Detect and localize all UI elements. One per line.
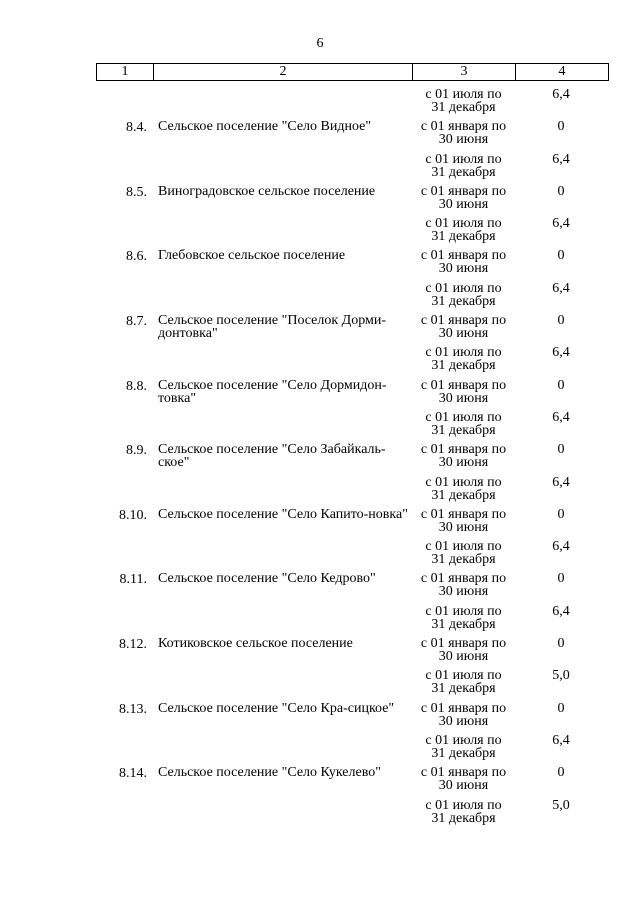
row-number: 8.14.	[119, 766, 147, 782]
table-row	[96, 637, 609, 669]
table-row	[96, 411, 609, 443]
value-cell: 6,4	[552, 603, 570, 619]
value-cell: 0	[557, 571, 565, 587]
period-cell	[412, 702, 515, 728]
table-row	[96, 702, 609, 734]
period-line-2: 30 июня	[438, 519, 489, 535]
period-line-1: с 01 января по	[420, 442, 507, 458]
period-line-1: с 01 июля по	[425, 216, 502, 232]
settlement-name: Глебовское сельское поселение	[158, 248, 346, 264]
period-line-2: 31 декабря	[431, 745, 496, 761]
table-row	[96, 799, 609, 831]
period-cell	[412, 282, 515, 308]
settlement-name: Сельское поселение "Село Капито-новка"	[158, 506, 408, 522]
value-cell: 6,4	[552, 474, 570, 490]
period-line-1: с 01 января по	[420, 248, 507, 264]
period-line-2: 30 июня	[438, 455, 489, 471]
period-line-1: с 01 января по	[420, 700, 507, 716]
period-cell	[412, 88, 515, 114]
period-cell	[412, 799, 515, 825]
value-cell: 0	[557, 636, 565, 652]
period-cell	[412, 411, 515, 437]
period-line-1: с 01 января по	[420, 636, 507, 652]
value-cell: 0	[557, 377, 565, 393]
period-line-1: с 01 июля по	[425, 603, 502, 619]
value-cell: 0	[557, 506, 565, 522]
table-row	[96, 476, 609, 508]
value-cell: 0	[557, 700, 565, 716]
period-cell	[412, 185, 515, 211]
settlement-name: Сельское поселение "Село Видное"	[158, 119, 372, 135]
period-line-1: с 01 января по	[420, 506, 507, 522]
period-line-2: 30 июня	[438, 584, 489, 600]
table-header	[96, 63, 609, 81]
period-line-2: 30 июня	[438, 132, 489, 148]
settlement-name: Сельское поселение "Село Забайкаль-ское"	[158, 442, 386, 471]
period-line-1: с 01 января по	[420, 119, 507, 135]
table-row	[96, 734, 609, 766]
table-row	[96, 282, 609, 314]
period-cell	[412, 734, 515, 760]
period-line-1: с 01 января по	[420, 571, 507, 587]
table-row	[96, 572, 609, 604]
settlement-name: Сельское поселение "Село Кра-сицкое"	[158, 700, 395, 716]
row-number: 8.7.	[126, 314, 147, 330]
settlement-name: Сельское поселение "Село Дормидон-товка"	[158, 377, 387, 406]
period-cell	[412, 572, 515, 598]
period-cell	[412, 153, 515, 179]
period-line-2: 31 декабря	[431, 293, 496, 309]
period-line-1: с 01 июля по	[425, 732, 502, 748]
value-cell: 0	[557, 119, 565, 135]
table-row	[96, 540, 609, 572]
period-line-1: с 01 января по	[420, 377, 507, 393]
period-line-1: с 01 июля по	[425, 280, 502, 296]
period-cell	[412, 637, 515, 663]
value-cell: 0	[557, 183, 565, 199]
table-row	[96, 249, 609, 281]
table-row	[96, 508, 609, 540]
period-line-1: с 01 июля по	[425, 668, 502, 684]
value-cell: 6,4	[552, 151, 570, 167]
row-number: 8.9.	[126, 443, 147, 459]
table-row	[96, 605, 609, 637]
col-header-2: 2	[154, 64, 413, 80]
period-line-2: 31 декабря	[431, 681, 496, 697]
period-line-2: 31 декабря	[431, 810, 496, 826]
value-cell: 6,4	[552, 732, 570, 748]
col-header-3: 3	[413, 64, 516, 80]
col-header-1: 1	[97, 64, 154, 80]
period-line-2: 30 июня	[438, 713, 489, 729]
period-line-2: 31 декабря	[431, 164, 496, 180]
settlement-name: Виноградовское сельское поселение	[158, 183, 376, 199]
period-line-1: с 01 июля по	[425, 539, 502, 555]
table-row	[96, 443, 609, 475]
period-cell	[412, 346, 515, 372]
value-cell: 6,4	[552, 345, 570, 361]
row-number: 8.12.	[119, 637, 147, 653]
period-cell	[412, 249, 515, 275]
row-number: 8.8.	[126, 378, 147, 394]
row-number: 8.5.	[126, 184, 147, 200]
period-cell	[412, 217, 515, 243]
row-number: 8.10.	[119, 507, 147, 523]
row-number: 8.13.	[119, 701, 147, 717]
settlement-name: Сельское поселение "Село Кедрово"	[158, 571, 376, 587]
table-row	[96, 185, 609, 217]
value-cell: 5,0	[552, 797, 570, 813]
period-cell	[412, 443, 515, 469]
value-cell: 0	[557, 765, 565, 781]
table-row	[96, 766, 609, 798]
period-line-1: с 01 июля по	[425, 151, 502, 167]
table-body	[96, 88, 609, 831]
value-cell: 6,4	[552, 539, 570, 555]
lead-row	[96, 88, 609, 120]
period-cell	[412, 540, 515, 566]
period-line-1: с 01 июля по	[425, 797, 502, 813]
period-cell	[412, 314, 515, 340]
table-row	[96, 153, 609, 185]
period-line-2: 31 декабря	[431, 487, 496, 503]
period-line-2: 30 июня	[438, 390, 489, 406]
period-line-1: с 01 июля по	[425, 409, 502, 425]
period-cell	[412, 669, 515, 695]
period-line-1: с 01 января по	[420, 183, 507, 199]
period-line-2: 30 июня	[438, 261, 489, 277]
value-cell: 6,4	[552, 280, 570, 296]
row-number: 8.4.	[126, 120, 147, 136]
page-number: 6	[316, 36, 324, 51]
period-cell	[412, 379, 515, 405]
period-cell	[412, 508, 515, 534]
period-line-2: 31 декабря	[431, 616, 496, 632]
row-number: 8.11.	[119, 572, 147, 588]
table-row	[96, 669, 609, 701]
period-line-1: с 01 июля по	[425, 474, 502, 490]
period-cell	[412, 120, 515, 146]
period-line-2: 31 декабря	[431, 422, 496, 438]
settlement-name: Котиковское сельское поселение	[158, 636, 353, 652]
period-line-2: 31 декабря	[431, 100, 496, 115]
period-line-2: 30 июня	[438, 196, 489, 212]
period-line-1: с 01 июля по	[425, 345, 502, 361]
period-cell	[412, 766, 515, 792]
value-cell: 6,4	[552, 409, 570, 425]
period-cell	[412, 605, 515, 631]
value-cell: 5,0	[552, 668, 570, 684]
period-cell	[412, 476, 515, 502]
table-row	[96, 346, 609, 378]
period-line-2: 31 декабря	[431, 552, 496, 568]
period-line-2: 30 июня	[438, 778, 489, 794]
table-row	[96, 379, 609, 411]
table-row	[96, 217, 609, 249]
table-row	[96, 314, 609, 346]
value-cell: 0	[557, 442, 565, 458]
period-line-2: 31 декабря	[431, 358, 496, 374]
value-cell: 6,4	[552, 87, 570, 102]
period-line-2: 30 июня	[438, 326, 489, 342]
table-row	[96, 120, 609, 152]
settlement-name: Сельское поселение "Село Кукелево"	[158, 765, 381, 781]
col-header-4: 4	[558, 64, 566, 79]
period-line-1: с 01 июля по	[425, 87, 502, 102]
value-cell: 0	[557, 248, 565, 264]
period-line-1: с 01 января по	[420, 765, 507, 781]
settlement-name: Сельское поселение "Поселок Дорми-донтовка"	[158, 313, 387, 342]
period-line-1: с 01 января по	[420, 313, 507, 329]
period-line-2: 31 декабря	[431, 229, 496, 245]
value-cell: 0	[557, 313, 565, 329]
period-line-2: 30 июня	[438, 649, 489, 665]
value-cell: 6,4	[552, 216, 570, 232]
row-number: 8.6.	[126, 249, 147, 265]
